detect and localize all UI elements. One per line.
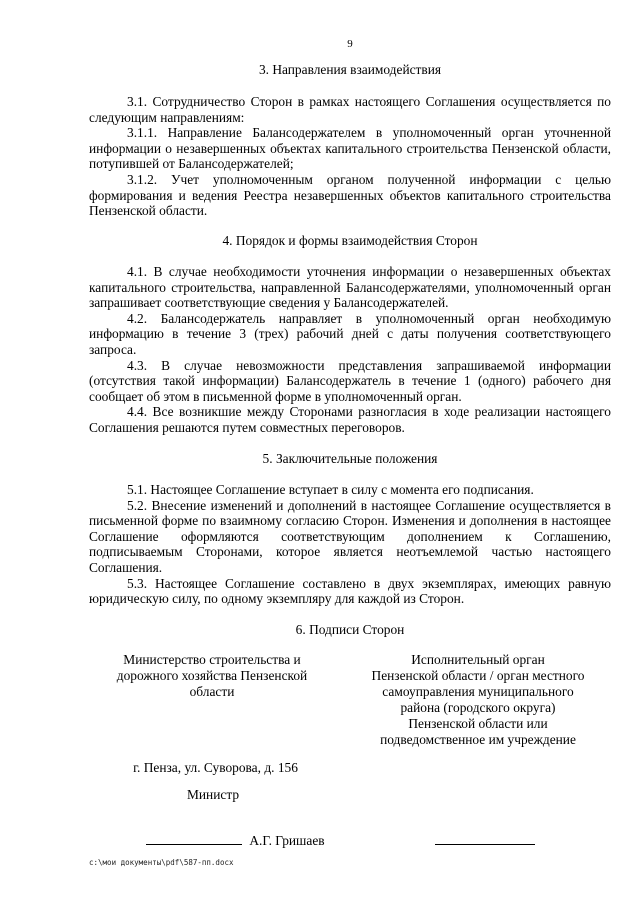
right-party-line: Пензенской области / орган местного <box>371 668 585 683</box>
paragraph-3-1-1: 3.1.1. Направление Балансодержателем в уполномоченный орган уточненной информации о незавершенных объектах капитального строительства Пензенской области, потупившей от Балансодержателей; <box>89 125 611 172</box>
section-4-title: 4. Порядок и формы взаимодействия Сторон <box>222 233 478 248</box>
section-5-body <box>89 482 611 607</box>
section-3-body <box>89 94 611 219</box>
right-party-line: Исполнительный орган <box>411 652 545 667</box>
right-signature-line <box>435 830 535 845</box>
paragraph-4-2: 4.2. Балансодержатель направляет в уполномоченный орган необходимую информацию в течение 3 (трех) рабочий дней с даты получения соответствующего запроса. <box>89 310 611 357</box>
paragraph-4-4: 4.4. Все возникшие между Сторонами разногласия в ходе реализации настоящего Соглашения решаются путем совместных переговоров. <box>89 404 611 435</box>
paragraph-5-2: 5.2. Внесение изменений и дополнений в настоящее Соглашение осуществляется в письменной форме по взаимному согласию Сторон. Изменения и дополнения в настоящее Соглашение оформляются соответствующим дополнением к Соглашению, подписываемым Сторонами, которое является неотъемлемой частью настоящего Соглашения. <box>89 497 611 575</box>
paragraph-5-3: 5.3. Настоящее Соглашение составлено в двух экземплярах, имеющих равную юридическую силу, по одному экземпляру для каждой из Сторон. <box>89 575 611 607</box>
left-signature-line <box>146 830 242 845</box>
signatory-position: Министр <box>186 787 240 802</box>
paragraph-5-1: 5.1. Настоящее Соглашение вступает в силу с момента его подписания. <box>127 482 534 497</box>
section-6-title: 6. Подписи Сторон <box>295 622 405 637</box>
left-signature-row <box>146 830 376 849</box>
right-party-line: самоуправления муниципального <box>382 684 574 699</box>
address: г. Пенза, ул. Суворова, д. 156 <box>133 760 298 775</box>
left-party-block <box>96 652 328 700</box>
right-signature-row <box>434 830 536 849</box>
right-party-line: района (городского округа) <box>400 700 556 715</box>
left-party-line: области <box>189 684 235 699</box>
paragraph-4-1: 4.1. В случае необходимости уточнения информации о незавершенных объектах капитального строительства, направленной Балансодержателями, уполномоченный орган запрашивает соответствующие сведения у Балансодержателей. <box>89 264 611 311</box>
right-party-line: подведомственное им учреждение <box>380 732 576 747</box>
left-party-line: Министерство строительства и <box>123 652 301 667</box>
page-number: 9 <box>347 38 353 50</box>
paragraph-3-1-2: 3.1.2. Учет уполномоченным органом полученной информации с целью формирования и ведения Реестра незавершенных объектов капитального строительства Пензенской области. <box>89 171 611 219</box>
section-5-title: 5. Заключительные положения <box>262 451 438 466</box>
paragraph-3-1: 3.1. Сотрудничество Сторон в рамках настоящего Соглашения осуществляется по следующим направлениям: <box>89 94 611 125</box>
signatory-name: А.Г. Гришаев <box>249 833 325 848</box>
file-path-footer: c:\мои документы\pdf\587-пп.docx <box>89 858 234 867</box>
section-4-body <box>89 264 611 436</box>
right-party-block <box>352 652 604 748</box>
paragraph-4-3: 4.3. В случае невозможности представления запрашиваемой информации (отсутствия такой информации) Балансодержатель в течение 1 (одного) рабочего дня сообщает об этом в письменной форме в уполномоченный орган. <box>89 357 611 404</box>
section-3-title: 3. Направления взаимодействия <box>258 62 442 77</box>
left-party-line: дорожного хозяйства Пензенской <box>116 668 308 683</box>
right-party-line: Пензенской области или <box>408 716 548 731</box>
